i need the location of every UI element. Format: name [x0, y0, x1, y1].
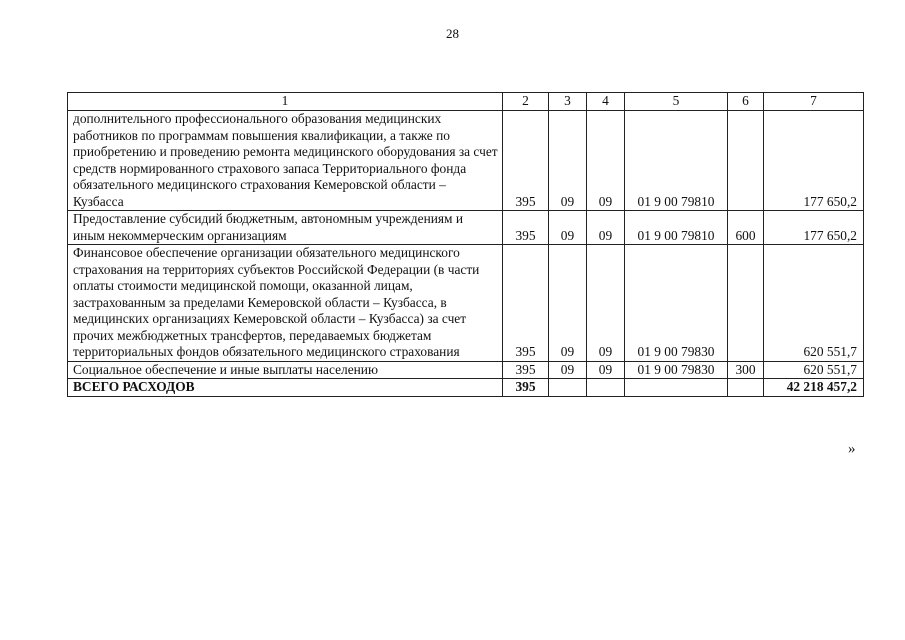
row-subsection-code: 09: [587, 211, 625, 245]
column-header: 4: [587, 93, 625, 111]
total-amount: 42 218 457,2: [764, 379, 864, 397]
column-header: 7: [764, 93, 864, 111]
total-expense-type: [728, 379, 764, 397]
row-admin-code: 395: [503, 245, 549, 362]
row-target-article: 01 9 00 79810: [625, 111, 728, 211]
row-description: дополнительного профессионального образования медицинских работников по программам повышения квалификации, а также по приобретению и проведению ремонта медицинского оборудования за счет средств нормированного страхового запаса Территориального фонда обязательного медицинского страхования Кемеровской области – Кузбасса: [68, 111, 503, 211]
row-section-code: 09: [549, 211, 587, 245]
row-expense-type: 600: [728, 211, 764, 245]
total-subsection-code: [587, 379, 625, 397]
row-subsection-code: 09: [587, 111, 625, 211]
total-section-code: [549, 379, 587, 397]
row-expense-type: [728, 111, 764, 211]
row-description: Предоставление субсидий бюджетным, автономным учреждениям и иным некоммерческим организациям: [68, 211, 503, 245]
closing-quote: »: [848, 441, 856, 457]
table-row: [68, 211, 864, 245]
page-number: 28: [446, 26, 459, 41]
table-row: [68, 361, 864, 379]
row-description: Финансовое обеспечение организации обязательного медицинского страхования на территориях субъектов Российской Федерации (в части оплаты стоимости медицинской помощи, оказанной лицам, застрахованным за пределами Кемеровской области – Кузбасса, в медицинских организациях Кемеровской области – Кузбасса) за счет прочих межбюджетных трансфертов, передаваемых бюджетам территориальных фондов обязательного медицинского страхования: [68, 245, 503, 362]
column-header: 2: [503, 93, 549, 111]
row-admin-code: 395: [503, 111, 549, 211]
row-expense-type: 300: [728, 361, 764, 379]
column-header: 5: [625, 93, 728, 111]
row-description: Социальное обеспечение и иные выплаты населению: [68, 361, 503, 379]
row-target-article: 01 9 00 79810: [625, 211, 728, 245]
expenditure-table: [67, 92, 864, 397]
column-header: 1: [68, 93, 503, 111]
table-header-row: [68, 93, 864, 111]
table-row: [68, 245, 864, 362]
row-subsection-code: 09: [587, 361, 625, 379]
total-admin-code: 395: [503, 379, 549, 397]
row-admin-code: 395: [503, 361, 549, 379]
row-target-article: 01 9 00 79830: [625, 361, 728, 379]
row-target-article: 01 9 00 79830: [625, 245, 728, 362]
row-amount: 177 650,2: [764, 211, 864, 245]
row-amount: 620 551,7: [764, 361, 864, 379]
row-subsection-code: 09: [587, 245, 625, 362]
table-row: [68, 111, 864, 211]
total-label: ВСЕГО РАСХОДОВ: [68, 379, 503, 397]
row-section-code: 09: [549, 111, 587, 211]
row-section-code: 09: [549, 245, 587, 362]
total-row: [68, 379, 864, 397]
column-header: 6: [728, 93, 764, 111]
column-header: 3: [549, 93, 587, 111]
total-target-article: [625, 379, 728, 397]
row-amount: 177 650,2: [764, 111, 864, 211]
row-expense-type: [728, 245, 764, 362]
row-amount: 620 551,7: [764, 245, 864, 362]
row-admin-code: 395: [503, 211, 549, 245]
row-section-code: 09: [549, 361, 587, 379]
